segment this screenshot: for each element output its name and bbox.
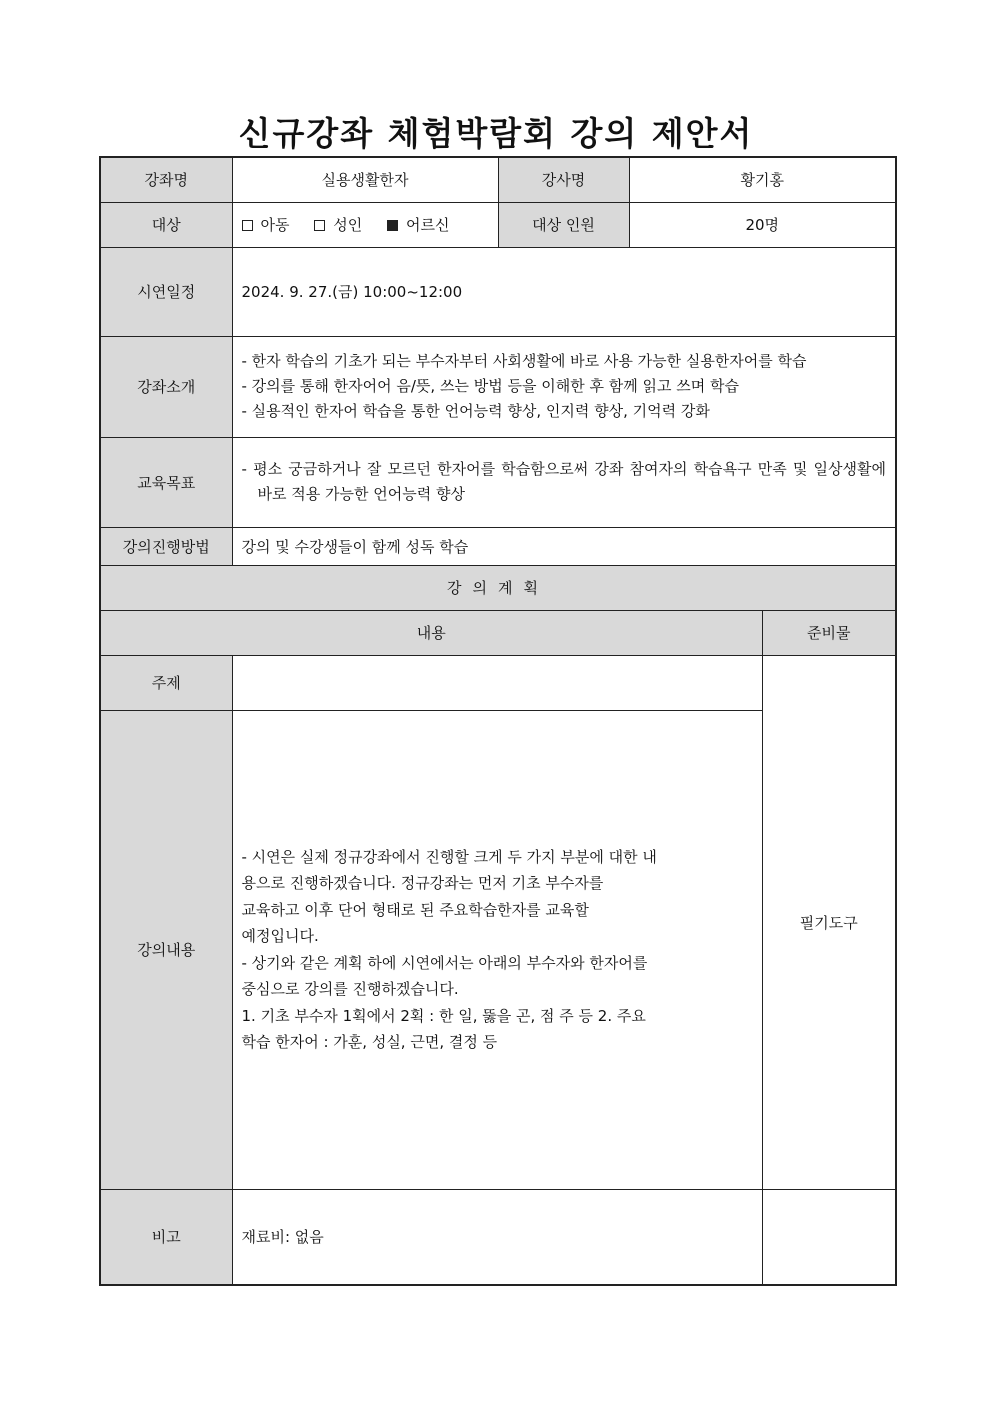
lecture-line: 용으로 진행하겠습니다. 정규강좌는 먼저 기초 부수자를 [241, 874, 604, 892]
lecture-line: 예정입니다. [241, 927, 319, 945]
intro-line: - 실용적인 한자어 학습을 통한 언어능력 향상, 인지력 향상, 기억력 강화 [241, 402, 710, 420]
remarks-materials-value [762, 1189, 896, 1285]
content-header: 내용 [100, 610, 762, 655]
goal-line: - 평소 궁금하거나 잘 모르던 한자어를 학습함으로써 강좌 참여자의 학습욕구 만족 및 일상생활에 바로 적용 가능한 언어능력 향상 [241, 460, 887, 503]
lecture-content [232, 710, 762, 1189]
intro-content [232, 336, 896, 437]
lecture-line: 1. 기초 부수자 1획에서 2획 : 한 일, 뚫을 곤, 점 주 등 2. 주요 [241, 1006, 646, 1025]
lecture-line: 학습 한자어 : 가훈, 성실, 근면, 결정 등 [241, 1033, 498, 1051]
lecture-label: 강의내용 [100, 710, 232, 1189]
goal-label: 교육목표 [100, 437, 232, 527]
target-label: 대상 [100, 202, 232, 247]
materials-value: 필기도구 [762, 655, 896, 1189]
instructor-label: 강사명 [498, 157, 629, 202]
plan-header: 강의계획 [100, 565, 896, 610]
materials-header: 준비물 [762, 610, 896, 655]
checkbox-icon [242, 220, 253, 231]
remarks-value: 재료비: 없음 [232, 1189, 762, 1285]
intro-label: 강좌소개 [100, 336, 232, 437]
schedule-label: 시연일정 [100, 247, 232, 336]
target-options [232, 202, 498, 247]
topic-value[interactable] [232, 655, 762, 710]
intro-line: - 강의를 통해 한자어어 음/뜻, 쓰는 방법 등을 이해한 후 함께 읽고 쓰며 학습 [241, 377, 739, 395]
course-name-value: 실용생활한자 [232, 157, 498, 202]
schedule-value: 2024. 9. 27.(금) 10:00~12:00 [232, 247, 896, 336]
target-option-adult[interactable]: 성인 [314, 214, 362, 235]
method-value: 강의 및 수강생들이 함께 성독 학습 [232, 527, 896, 565]
headcount-value: 20명 [629, 202, 896, 247]
headcount-label: 대상 인원 [498, 202, 629, 247]
lecture-line: - 상기와 같은 계획 하에 시연에서는 아래의 부수자와 한자어를 [241, 953, 648, 972]
lecture-line: 교육하고 이후 단어 형태로 된 주요학습한자를 교육할 [241, 900, 589, 919]
document-title: 신규강좌 체험박람회 강의 제안서 [238, 114, 754, 153]
remarks-label: 비고 [100, 1189, 232, 1285]
course-name-label: 강좌명 [100, 157, 232, 202]
checkbox-icon [314, 220, 325, 231]
intro-line: - 한자 학습의 기초가 되는 부수자부터 사회생활에 바로 사용 가능한 실용한자어를 학습 [241, 352, 807, 370]
target-option-senior[interactable]: 어르신 [387, 214, 449, 235]
proposal-form [99, 156, 897, 1286]
instructor-value: 황기홍 [629, 157, 896, 202]
lecture-line: - 시연은 실제 정규강좌에서 진행할 크게 두 가지 부분에 대한 내 [241, 847, 657, 866]
lecture-line: 중심으로 강의를 진행하겠습니다. [241, 980, 459, 998]
method-label: 강의진행방법 [100, 527, 232, 565]
target-option-child[interactable]: 아동 [242, 214, 290, 235]
checkbox-checked-icon [387, 220, 398, 231]
goal-content [232, 437, 896, 527]
topic-label: 주제 [100, 655, 232, 710]
